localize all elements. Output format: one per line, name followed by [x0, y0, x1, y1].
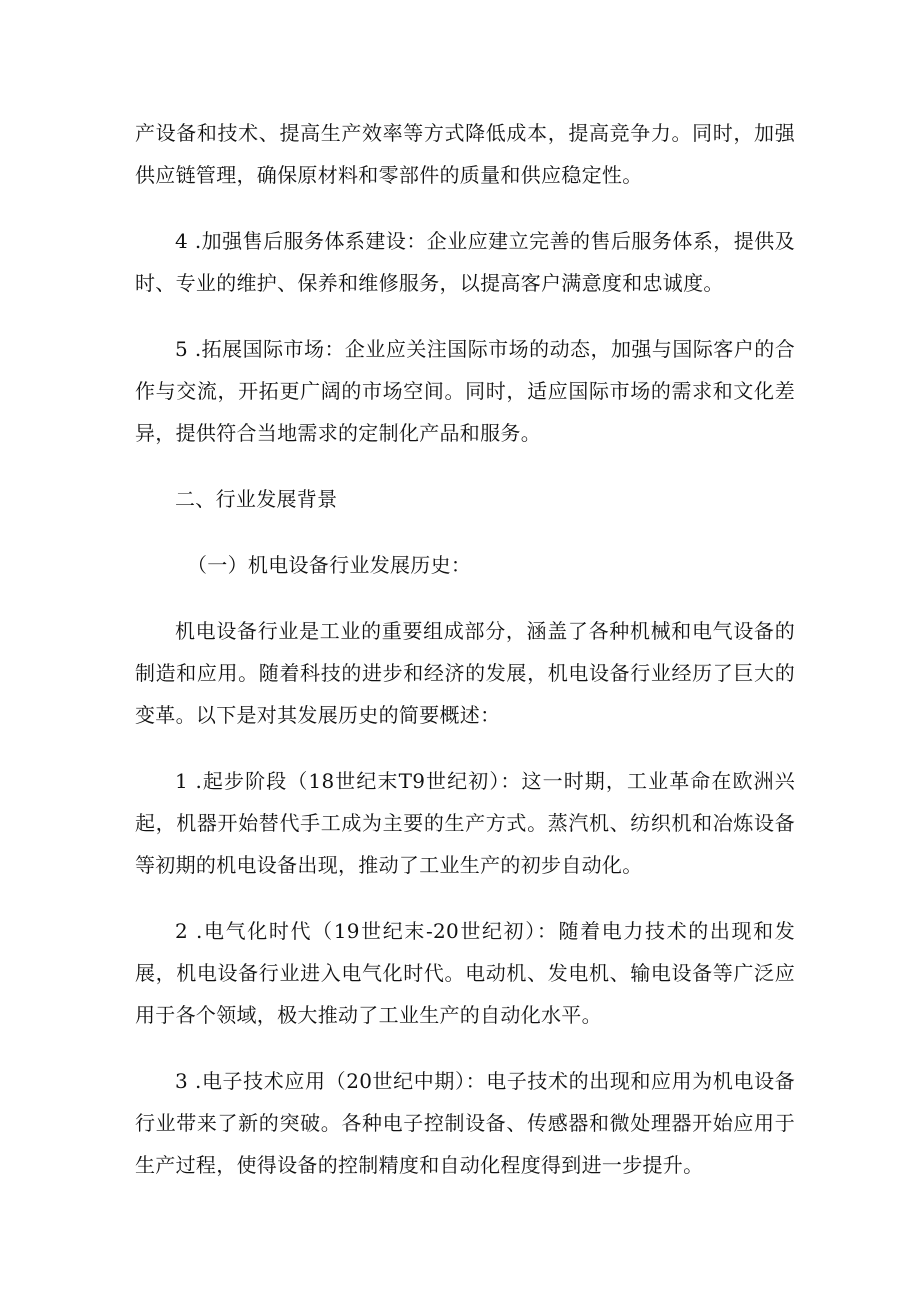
subsection-heading-history: （一）机电设备行业发展历史： — [187, 553, 472, 577]
paragraph-international-market: 5 .拓展国际市场：企业应关注国际市场的动态，加强与国际客户的合作与交流，开拓更广阔的市场空间。同时，适应国际市场的需求和文化差异，提供符合当地需求的定制化产品和服务。 — [135, 337, 795, 445]
paragraph-electrification-era: 2 .电气化时代（19世纪末-20世纪初）：随着电力技术的出现和发展，机电设备行业进入电气化时代。电动机、发电机、输电设备等广泛应用于各个领域，极大推动了工业生产的自动化水平。 — [135, 919, 795, 1027]
paragraph-cost-supply-chain: 产设备和技术、提高生产效率等方式降低成本，提高竞争力。同时，加强供应链管理，确保原材料和零部件的质量和供应稳定性。 — [135, 121, 795, 187]
paragraph-after-sales-service: 4 .加强售后服务体系建设：企业应建立完善的售后服务体系，提供及时、专业的维护、保养和维修服务，以提高客户满意度和忠诚度。 — [135, 229, 795, 295]
paragraph-electronics-application: 3 .电子技术应用（20世纪中期）：电子技术的出现和应用为机电设备行业带来了新的突破。各种电子控制设备、传感器和微处理器开始应用于生产过程，使得设备的控制精度和自动化程度得到进一步提升。 — [135, 1069, 795, 1177]
paragraph-early-stage: 1 .起步阶段（18世纪末T9世纪初）：这一时期，工业革命在欧洲兴起，机器开始替代手工成为主要的生产方式。蒸汽机、纺织机和冶炼设备等初期的机电设备出现，推动了工业生产的初步自动化。 — [135, 769, 795, 877]
paragraph-industry-overview: 机电设备行业是工业的重要组成部分，涵盖了各种机械和电气设备的制造和应用。随着科技的进步和经济的发展，机电设备行业经历了巨大的变革。以下是对其发展历史的简要概述： — [135, 619, 795, 727]
section-heading-industry-background: 二、行业发展背景 — [175, 487, 338, 511]
document-body — [135, 112, 795, 1210]
